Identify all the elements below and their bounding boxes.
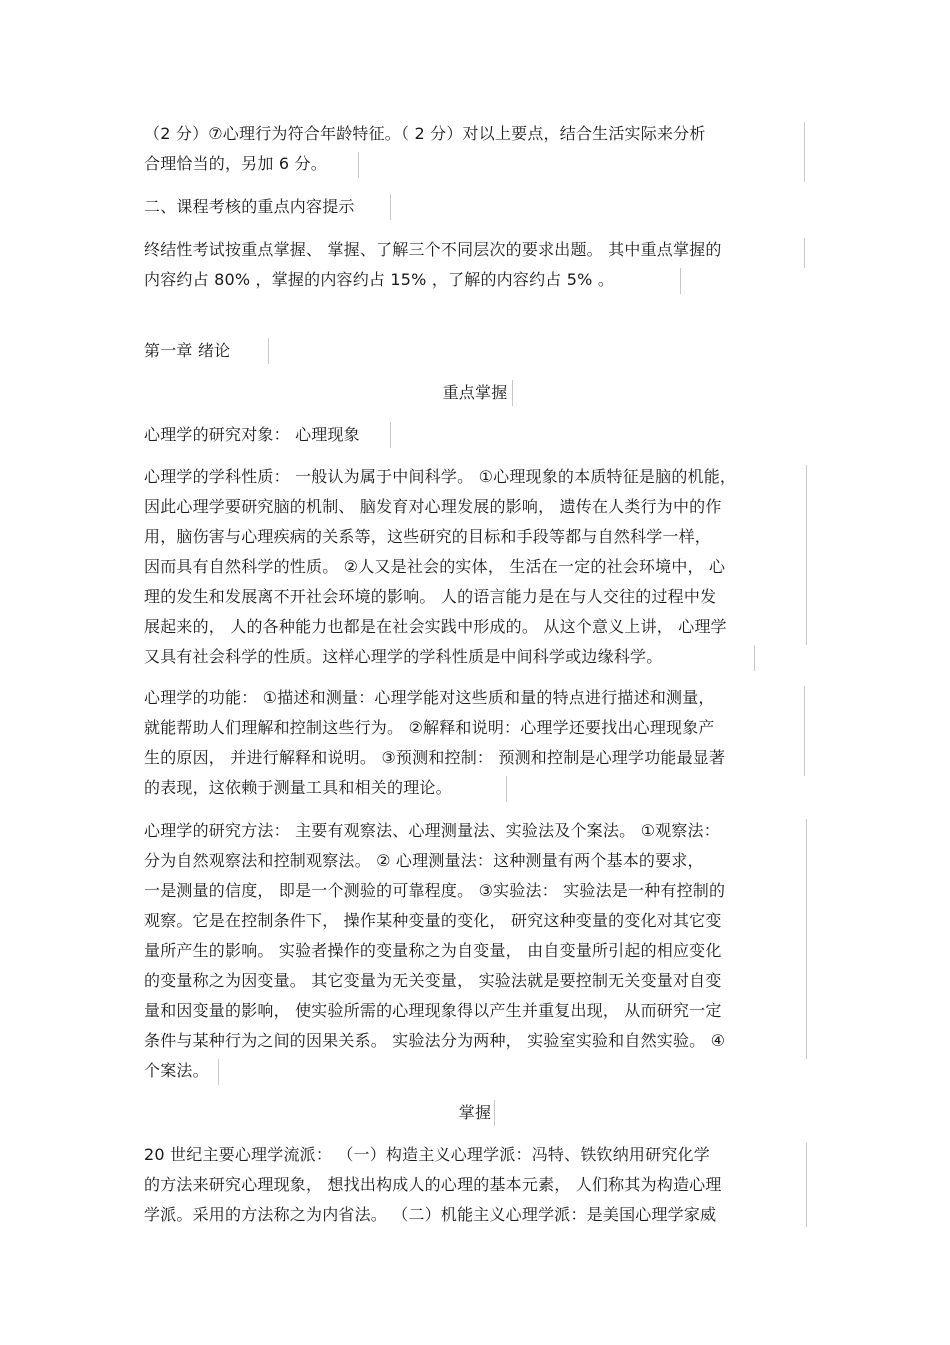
text-line: 个案法。 bbox=[144, 1061, 209, 1080]
text-line: 理的发生和发展离不开社会环境的影响。 人的语言能力是在与人交往的过程中发 bbox=[144, 587, 717, 606]
line-rule bbox=[806, 819, 807, 1059]
line-rule bbox=[390, 422, 391, 448]
text-line: 就能帮助人们理解和控制这些行为。 ②解释和说明：心理学还要找出心理现象产 bbox=[144, 718, 715, 737]
text-line: 观察。它是在控制条件下， 操作某种变量的变化， 研究这种变量的变化对其它变 bbox=[144, 911, 722, 930]
line-rule bbox=[804, 686, 805, 776]
text-line: 条件与某种行为之间的因果关系。 实验法分为两种， 实验室实验和自然实验。 ④ bbox=[144, 1031, 726, 1050]
text-line: 的变量称之为因变量。 其它变量为无关变量， 实验法就是要控制无关变量对自变 bbox=[144, 971, 722, 990]
section-heading: 二、课程考核的重点内容提示 bbox=[144, 197, 355, 216]
line-rule bbox=[754, 645, 755, 671]
text-line: 的方法来研究心理现象， 想找出构成人的心理的基本元素， 人们称其为构造心理 bbox=[144, 1175, 722, 1194]
text-line: 又具有社会科学的性质。这样心理学的学科性质是中间科学或边缘科学。 bbox=[144, 647, 663, 666]
subsection-heading: 重点掌握 bbox=[442, 383, 508, 402]
text-line: 量和因变量的影响， 使实验所需的心理现象得以产生并重复出现， 从而研究一定 bbox=[144, 1001, 722, 1020]
line-rule bbox=[804, 238, 805, 268]
line-rule bbox=[506, 776, 507, 802]
text-line: 心理学的研究对象： 心理现象 bbox=[144, 425, 360, 444]
line-rule bbox=[804, 122, 805, 182]
text-line: 终结性考试按重点掌握、 掌握、了解三个不同层次的要求出题。 其中重点掌握的 bbox=[144, 240, 722, 259]
text-line: 心理学的功能： ①描述和测量：心理学能对这些质和量的特点进行描述和测量， bbox=[144, 688, 715, 707]
line-rule bbox=[358, 152, 359, 178]
text-line: 内容约占 80% ，掌握的内容约占 15% ，了解的内容约占 5% 。 bbox=[144, 270, 615, 289]
text-line: 心理学的研究方法： 主要有观察法、心理测量法、实验法及个案法。 ①观察法： bbox=[144, 821, 720, 840]
text-line: 合理恰当的，另加 6 分。 bbox=[144, 154, 327, 173]
line-rule bbox=[512, 380, 513, 406]
text-line: 展起来的， 人的各种能力也都是在社会实践中形成的。 从这个意义上讲， 心理学 bbox=[144, 617, 727, 636]
text-line: 分为自然观察法和控制观察法。 ② 心理测量法：这种测量有两个基本的要求， bbox=[144, 851, 704, 870]
text-line: 量所产生的影响。 实验者操作的变量称之为自变量， 由自变量所引起的相应变化 bbox=[144, 941, 722, 960]
text-line: 生的原因， 并进行解释和说明。 ③预测和控制： 预测和控制是心理学功能最显著 bbox=[144, 748, 726, 767]
subsection-heading: 掌握 bbox=[458, 1103, 492, 1122]
line-rule bbox=[806, 465, 807, 645]
text-line: 因而具有自然科学的性质。 ②人又是社会的实体， 生活在一定的社会环境中， 心 bbox=[144, 557, 726, 576]
line-rule bbox=[218, 1059, 219, 1085]
text-line: 心理学的学科性质： 一般认为属于中间科学。 ①心理现象的本质特征是脑的机能， bbox=[144, 467, 737, 486]
chapter-heading: 第一章 绪论 bbox=[144, 341, 231, 360]
text-line: 因此心理学要研究脑的机制、 脑发育对心理发展的影响， 遗传在人类行为中的作 bbox=[144, 497, 722, 516]
text-line: （2 分）⑦心理行为符合年龄特征。（ 2 分）对以上要点，结合生活实际来分析 bbox=[144, 124, 706, 143]
text-line: 的表现，这依赖于测量工具和相关的理论。 bbox=[144, 778, 452, 797]
line-rule bbox=[806, 1143, 807, 1227]
line-rule bbox=[680, 268, 681, 294]
text-line: 用，脑伤害与心理疾病的关系等，这些研究的目标和手段等都与自然科学一样， bbox=[144, 527, 712, 546]
line-rule bbox=[494, 1100, 495, 1126]
line-rule bbox=[268, 338, 269, 364]
text-line: 20 世纪主要心理学流派： （一）构造主义心理学派：冯特、铁钦纳用研究化学 bbox=[144, 1145, 710, 1164]
text-line: 一是测量的信度， 即是一个测验的可靠程度。 ③实验法： 实验法是一种有控制的 bbox=[144, 881, 726, 900]
text-line: 学派。采用的方法称之为内省法。 （二）机能主义心理学派：是美国心理学家威 bbox=[144, 1205, 717, 1224]
line-rule bbox=[390, 194, 391, 220]
